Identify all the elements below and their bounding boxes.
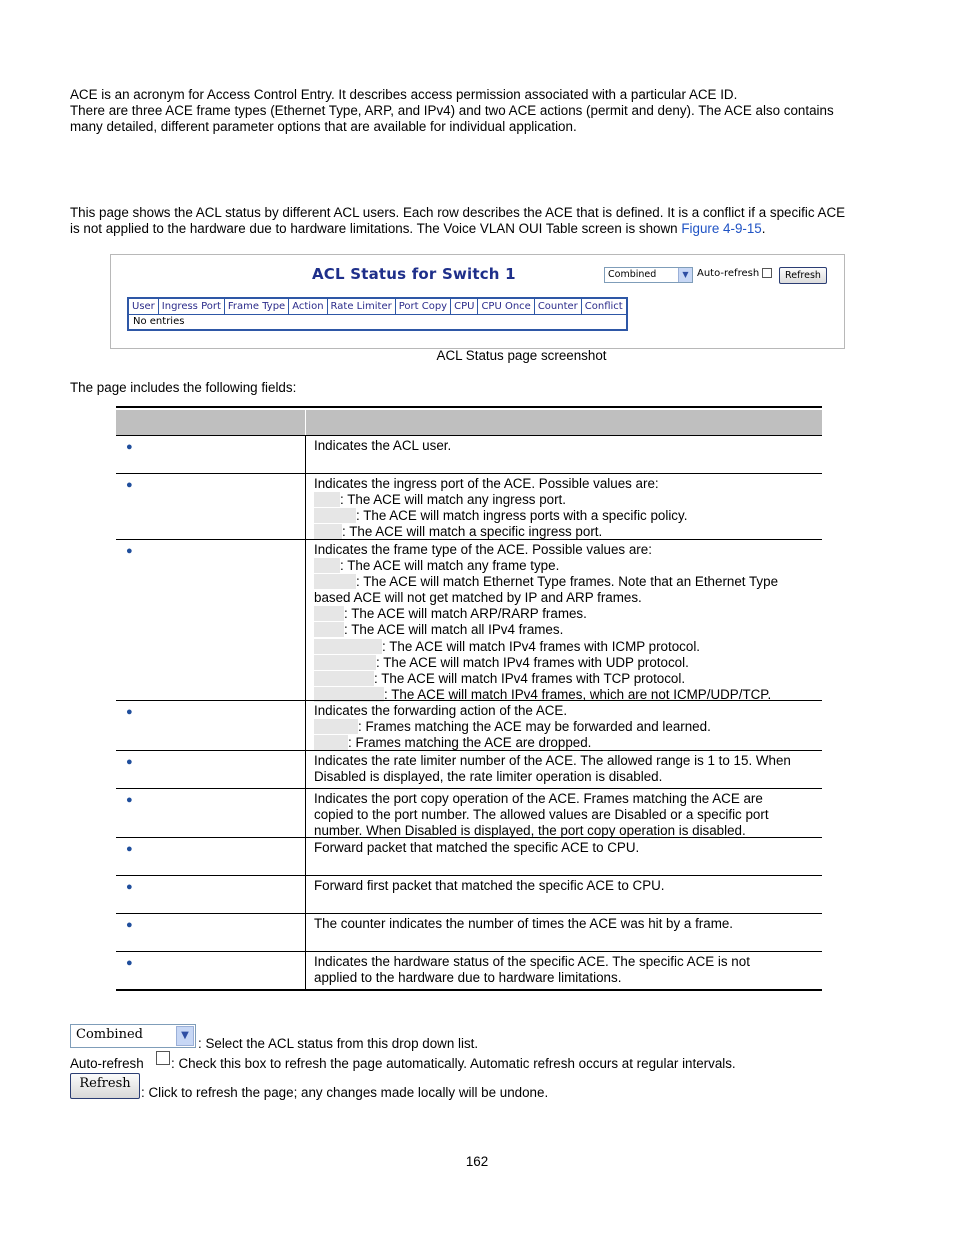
column-divider <box>305 952 306 989</box>
auto-refresh-checkbox[interactable] <box>762 268 772 278</box>
field-description <box>314 878 819 894</box>
description-text: : The ACE will match ARP/RARP frames. <box>344 606 587 622</box>
description-line <box>314 807 819 823</box>
table-row <box>116 700 822 750</box>
description-text: based ACE will not get matched by IP and ARP frames. <box>314 590 642 606</box>
value-highlight <box>314 558 340 573</box>
table-row <box>116 473 822 539</box>
description-text: : Frames matching the ACE may be forwarded and learned. <box>358 719 711 735</box>
field-description <box>314 438 819 454</box>
bullet-icon: ● <box>126 881 133 893</box>
column-divider <box>305 876 306 913</box>
bullet-icon: ● <box>126 441 133 453</box>
table-row <box>116 951 822 989</box>
figure-link[interactable]: Figure 4-9-15 <box>681 221 762 236</box>
bullet-icon: ● <box>126 706 133 718</box>
field-description <box>314 840 819 856</box>
field-description <box>314 916 819 932</box>
column-header: Action <box>289 298 327 314</box>
description-line <box>314 878 819 894</box>
value-highlight <box>314 524 342 539</box>
empty-entries-cell: No entries <box>128 314 627 330</box>
description-text: : The ACE will match any ingress port. <box>340 492 566 508</box>
field-description <box>314 476 819 540</box>
bullet-icon: ● <box>126 794 133 806</box>
bullet-icon: ● <box>126 756 133 768</box>
column-divider <box>305 838 306 875</box>
status-select-value: Combined <box>608 269 657 280</box>
description-line <box>314 735 819 751</box>
refresh-button[interactable]: Refresh <box>779 267 827 284</box>
auto-refresh-checkbox[interactable] <box>156 1051 170 1065</box>
description-text: Disabled is displayed, the rate limiter operation is disabled. <box>314 769 663 785</box>
description-line <box>314 719 819 735</box>
value-highlight <box>314 622 344 637</box>
description-line <box>314 606 819 622</box>
combined-select-value: Combined <box>76 1027 143 1042</box>
column-divider <box>305 701 306 750</box>
table-row <box>116 539 822 700</box>
description-text: : The ACE will match IPv4 frames, which are not ICMP/UDP/TCP. <box>384 686 772 702</box>
description-line <box>314 622 819 638</box>
screenshot-title: ACL Status for Switch 1 <box>312 265 516 283</box>
value-highlight <box>314 639 382 654</box>
value-highlight <box>314 655 376 670</box>
description-line <box>314 916 819 932</box>
column-header: Frame Type <box>224 298 288 314</box>
auto-refresh-description: : Check this box to refresh the page automatically. Automatic refresh occurs at regular intervals. <box>171 1056 736 1071</box>
description-text: is not applied to the hardware due to hardware limitations. The Voice VLAN OUI Table screen is shown <box>70 221 682 236</box>
refresh-button-large[interactable]: Refresh <box>70 1073 140 1099</box>
description-text: : The ACE will match ingress ports with a specific policy. <box>356 508 688 524</box>
column-divider <box>305 474 306 539</box>
chevron-down-icon: ▼ <box>176 1026 194 1046</box>
auto-refresh-label: Auto-refresh <box>697 268 760 279</box>
header-divider <box>305 410 306 436</box>
bullet-icon: ● <box>126 843 133 855</box>
column-divider <box>305 540 306 700</box>
column-header: Counter <box>534 298 581 314</box>
description-line <box>314 639 819 655</box>
description-line <box>314 476 819 492</box>
page-number: 162 <box>465 1154 489 1169</box>
description-line <box>314 703 819 719</box>
description-line <box>314 508 819 524</box>
description-text: Indicates the ACL user. <box>314 438 452 453</box>
description-text: Indicates the forwarding action of the ACE. <box>314 703 568 718</box>
description-text: Indicates the ingress port of the ACE. Possible values are: <box>314 476 659 491</box>
intro-line: ACE is an acronym for Access Control Entry. It describes access permission associated with a particular ACE ID. <box>70 87 738 102</box>
description-text: Forward first packet that matched the specific ACE to CPU. <box>314 878 665 893</box>
refresh-description: : Click to refresh the page; any changes made locally will be undone. <box>141 1085 549 1100</box>
value-highlight <box>314 492 340 507</box>
description-text: Indicates the port copy operation of the ACE. Frames matching the ACE are <box>314 791 763 806</box>
intro-line: many detailed, different parameter options that are available for individual application. <box>70 119 577 134</box>
field-description <box>314 791 819 839</box>
table-row <box>116 750 822 788</box>
description-text: copied to the port number. The allowed values are Disabled or a specific port <box>314 807 769 823</box>
description-text: : The ACE will match a specific ingress port. <box>342 524 603 540</box>
table-header-row <box>128 298 627 314</box>
table-row <box>116 875 822 913</box>
description-line <box>314 438 819 454</box>
description-paragraph <box>70 205 845 237</box>
table-row <box>116 788 822 837</box>
column-header: Port Copy <box>395 298 450 314</box>
table-row <box>116 837 822 875</box>
screenshot-caption: ACL Status page screenshot <box>436 348 607 363</box>
description-text: applied to the hardware due to hardware limitations. <box>314 970 622 986</box>
description-text: : The ACE will match IPv4 frames with UDP protocol. <box>376 654 689 670</box>
table-row <box>116 913 822 951</box>
fields-table <box>116 406 822 991</box>
description-line <box>314 840 819 856</box>
description-line: This page shows the ACL status by different ACL users. Each row describes the ACE that is defined. It is a conflict if a specific ACE <box>70 205 846 220</box>
field-description <box>314 954 819 986</box>
description-line <box>314 558 819 574</box>
table-row <box>128 314 627 330</box>
value-highlight <box>314 671 374 686</box>
description-line <box>314 671 819 687</box>
column-header: Ingress Port <box>158 298 224 314</box>
auto-refresh-text: Auto-refresh <box>70 1056 144 1071</box>
column-divider <box>305 751 306 788</box>
value-highlight <box>314 735 348 750</box>
description-text: Indicates the hardware status of the specific ACE. The specific ACE is not <box>314 954 750 969</box>
description-text: Indicates the rate limiter number of the ACE. The allowed range is 1 to 15. When <box>314 753 791 768</box>
field-description <box>314 753 819 785</box>
description-line <box>70 221 845 237</box>
description-text: The counter indicates the number of times the ACE was hit by a frame. <box>314 916 734 931</box>
description-line <box>314 574 819 590</box>
select-description: : Select the ACL status from this drop down list. <box>198 1036 479 1051</box>
description-text: : The ACE will match all IPv4 frames. <box>344 622 564 638</box>
description-text: Forward packet that matched the specific ACE to CPU. <box>314 840 640 855</box>
description-text: number. When Disabled is displayed, the port copy operation is disabled. <box>314 823 746 839</box>
description-text: . <box>761 221 766 236</box>
description-text: : The ACE will match IPv4 frames with ICMP protocol. <box>382 638 701 654</box>
description-line <box>314 791 819 807</box>
description-line <box>314 655 819 671</box>
fields-table-header <box>116 410 822 436</box>
description-text: : The ACE will match any frame type. <box>340 558 560 574</box>
description-line <box>314 753 819 769</box>
column-header: Conflict <box>581 298 626 314</box>
description-line <box>314 954 819 970</box>
description-line <box>314 492 819 508</box>
intro-line: There are three ACE frame types (Ethernet Type, ARP, and IPv4) and two ACE actions (permit and deny). The ACE also contains <box>70 103 834 118</box>
description-line <box>314 590 819 606</box>
field-description <box>314 542 819 703</box>
bullet-icon: ● <box>126 479 133 491</box>
chevron-down-icon: ▼ <box>678 268 692 282</box>
bullet-icon: ● <box>126 919 133 931</box>
column-header: User <box>128 298 158 314</box>
description-text: : The ACE will match Ethernet Type frames. Note that an Ethernet Type <box>356 574 779 590</box>
column-header: CPU <box>451 298 478 314</box>
description-line <box>314 524 819 540</box>
table-row <box>116 435 822 473</box>
description-text: : The ACE will match IPv4 frames with TCP protocol. <box>374 670 686 686</box>
bullet-icon: ● <box>126 545 133 557</box>
acl-status-table <box>127 297 628 331</box>
value-highlight <box>314 719 358 734</box>
column-header: Rate Limiter <box>327 298 395 314</box>
value-highlight <box>314 508 356 523</box>
column-divider <box>305 436 306 473</box>
description-line <box>314 970 819 986</box>
column-divider <box>305 914 306 951</box>
status-select[interactable] <box>604 267 693 283</box>
column-header: CPU Once <box>478 298 534 314</box>
intro-paragraph <box>70 87 834 135</box>
description-line <box>314 769 819 785</box>
value-highlight <box>314 574 356 589</box>
field-description <box>314 703 819 751</box>
description-text: Indicates the frame type of the ACE. Possible values are: <box>314 542 652 557</box>
combined-select[interactable] <box>70 1024 196 1048</box>
column-divider <box>305 789 306 837</box>
description-line <box>314 542 819 558</box>
value-highlight <box>314 606 344 621</box>
fields-intro: The page includes the following fields: <box>70 380 297 395</box>
description-text: : Frames matching the ACE are dropped. <box>348 735 592 751</box>
bullet-icon: ● <box>126 957 133 969</box>
